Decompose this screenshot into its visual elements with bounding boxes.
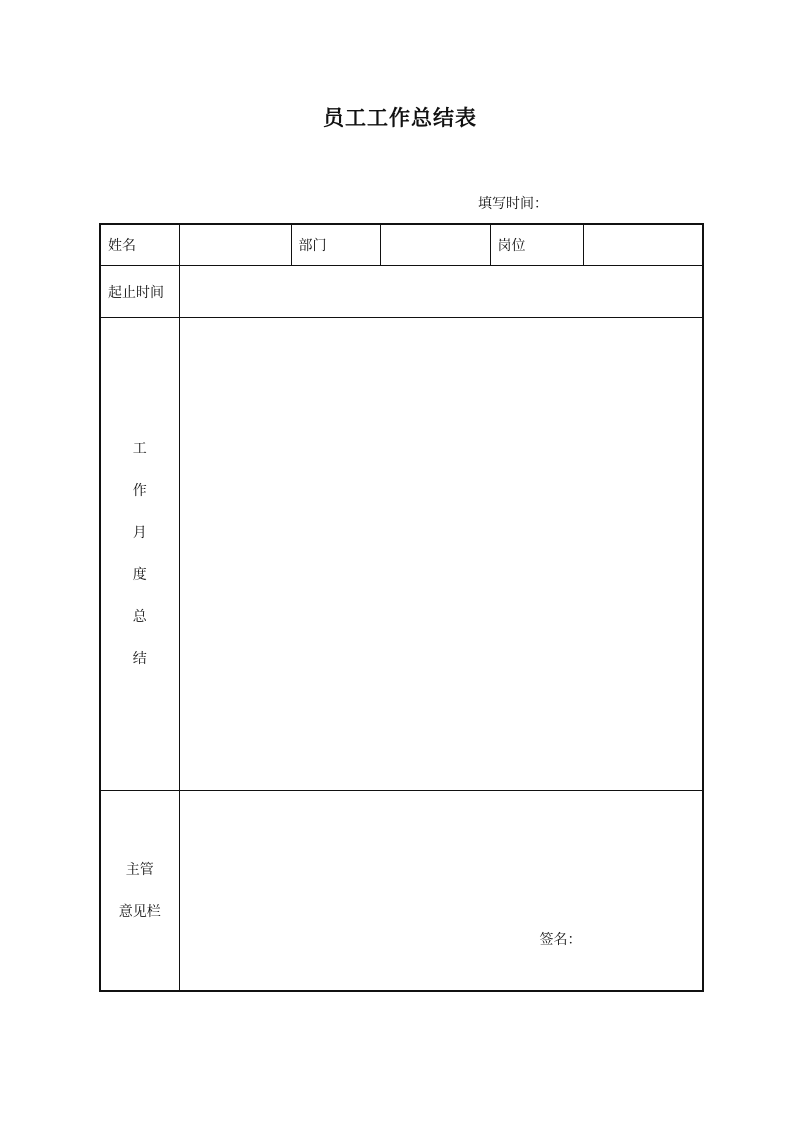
summary-label-char: 月 xyxy=(132,525,147,541)
position-field[interactable] xyxy=(583,224,703,266)
period-label: 起止时间 xyxy=(100,266,179,318)
department-label: 部门 xyxy=(291,224,380,266)
department-field[interactable] xyxy=(380,224,490,266)
summary-row xyxy=(100,318,703,791)
summary-label xyxy=(100,318,179,791)
opinion-row xyxy=(100,791,703,992)
opinion-label xyxy=(100,791,179,992)
document-title: 员工工作总结表 xyxy=(323,106,477,130)
summary-label-char: 结 xyxy=(132,651,147,667)
position-label: 岗位 xyxy=(490,224,583,266)
opinion-label-line: 意见栏 xyxy=(118,903,161,920)
period-row xyxy=(100,266,703,318)
opinion-label-line: 主管 xyxy=(125,861,154,878)
summary-form-table xyxy=(99,223,704,992)
fill-time-label: 填写时间： xyxy=(478,196,548,212)
summary-label-char: 总 xyxy=(132,609,147,625)
basic-info-row xyxy=(100,224,703,266)
signature-label: 签名： xyxy=(539,932,582,948)
period-field[interactable] xyxy=(179,266,703,318)
summary-label-char: 度 xyxy=(132,567,147,583)
summary-label-char: 工 xyxy=(132,441,147,457)
summary-field[interactable] xyxy=(179,318,703,791)
name-field[interactable] xyxy=(179,224,291,266)
opinion-field[interactable] xyxy=(179,791,703,992)
name-label: 姓名 xyxy=(100,224,179,266)
summary-label-char: 作 xyxy=(132,483,147,499)
